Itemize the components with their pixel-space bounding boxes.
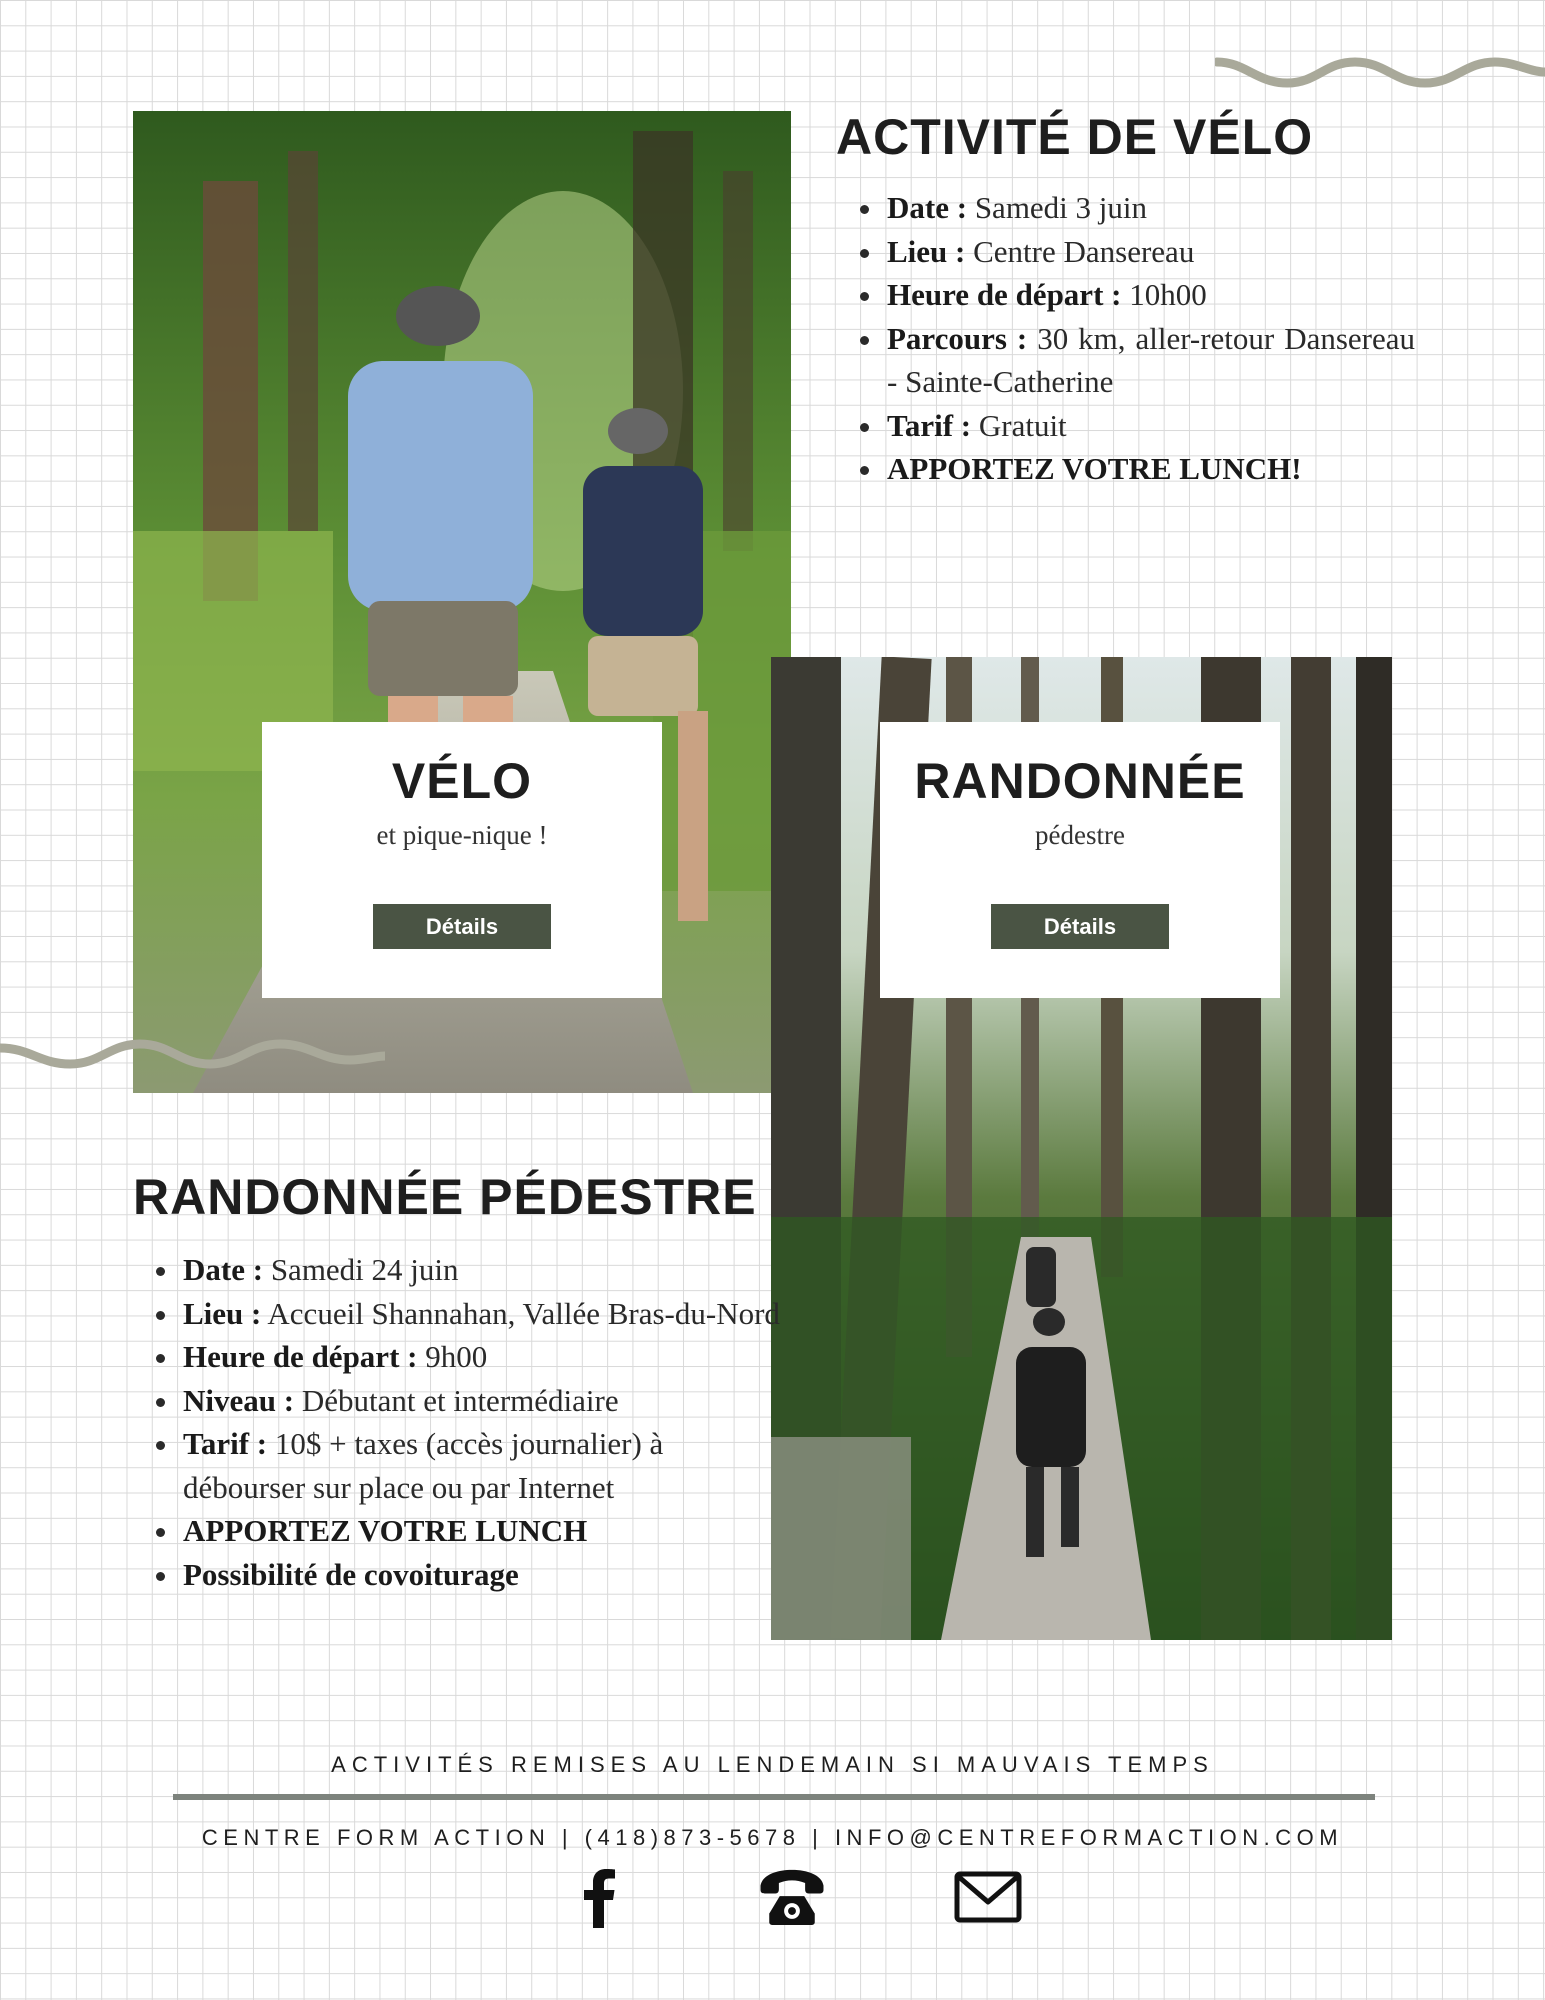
weather-note: ACTIVITÉS REMISES AU LENDEMAIN SI MAUVAIS TEMPS xyxy=(331,1752,1214,1777)
hike-details-list xyxy=(133,1248,781,1596)
list-item: • Date : Samedi 24 juin xyxy=(181,1248,781,1292)
list-item: • APPORTEZ VOTRE LUNCH! xyxy=(885,447,1415,491)
bike-card xyxy=(262,722,662,998)
hike-card xyxy=(880,722,1280,998)
bike-details-button[interactable]: Détails xyxy=(373,904,551,949)
left-squiggle xyxy=(0,1030,385,1075)
facebook-icon[interactable] xyxy=(564,1862,634,1932)
bike-card-title: VÉLO xyxy=(391,753,533,809)
phone-icon[interactable] xyxy=(757,1862,827,1932)
list-item: • Parcours : 30 km, aller-retour Dansereau - Sainte-Catherine xyxy=(885,317,1415,404)
list-item: • Niveau : Débutant et intermédiaire xyxy=(181,1379,781,1423)
bike-section-title: ACTIVITÉ DE VÉLO xyxy=(836,109,1314,165)
footer-divider xyxy=(173,1794,1375,1800)
hike-card-subtitle: pédestre xyxy=(1035,820,1125,850)
bike-details-list xyxy=(837,186,1415,491)
hike-card-title: RANDONNÉE xyxy=(914,753,1246,809)
list-item: • Tarif : Gratuit xyxy=(885,404,1415,448)
list-item: • Tarif : 10$ + taxes (accès journalier) à débourser sur place ou par Internet xyxy=(181,1422,781,1509)
list-item: • Heure de départ : 9h00 xyxy=(181,1335,781,1379)
list-item: • APPORTEZ VOTRE LUNCH xyxy=(181,1509,781,1553)
list-item: • Lieu : Accueil Shannahan, Vallée Bras-du-Nord xyxy=(181,1292,781,1336)
list-item: • Possibilité de covoiturage xyxy=(181,1553,781,1597)
list-item: • Lieu : Centre Dansereau xyxy=(885,230,1415,274)
list-item: • Heure de départ : 10h00 xyxy=(885,273,1415,317)
contact-line: CENTRE FORM ACTION | (418)873-5678 | INFO@CENTREFORMACTION.COM xyxy=(201,1825,1344,1850)
hike-details-button[interactable]: Détails xyxy=(991,904,1169,949)
list-item: • Date : Samedi 3 juin xyxy=(885,186,1415,230)
mail-icon[interactable] xyxy=(953,1862,1023,1932)
hike-section-title: RANDONNÉE PÉDESTRE xyxy=(133,1169,757,1225)
top-squiggle xyxy=(1215,50,1545,95)
bike-card-subtitle: et pique-nique ! xyxy=(376,820,548,850)
